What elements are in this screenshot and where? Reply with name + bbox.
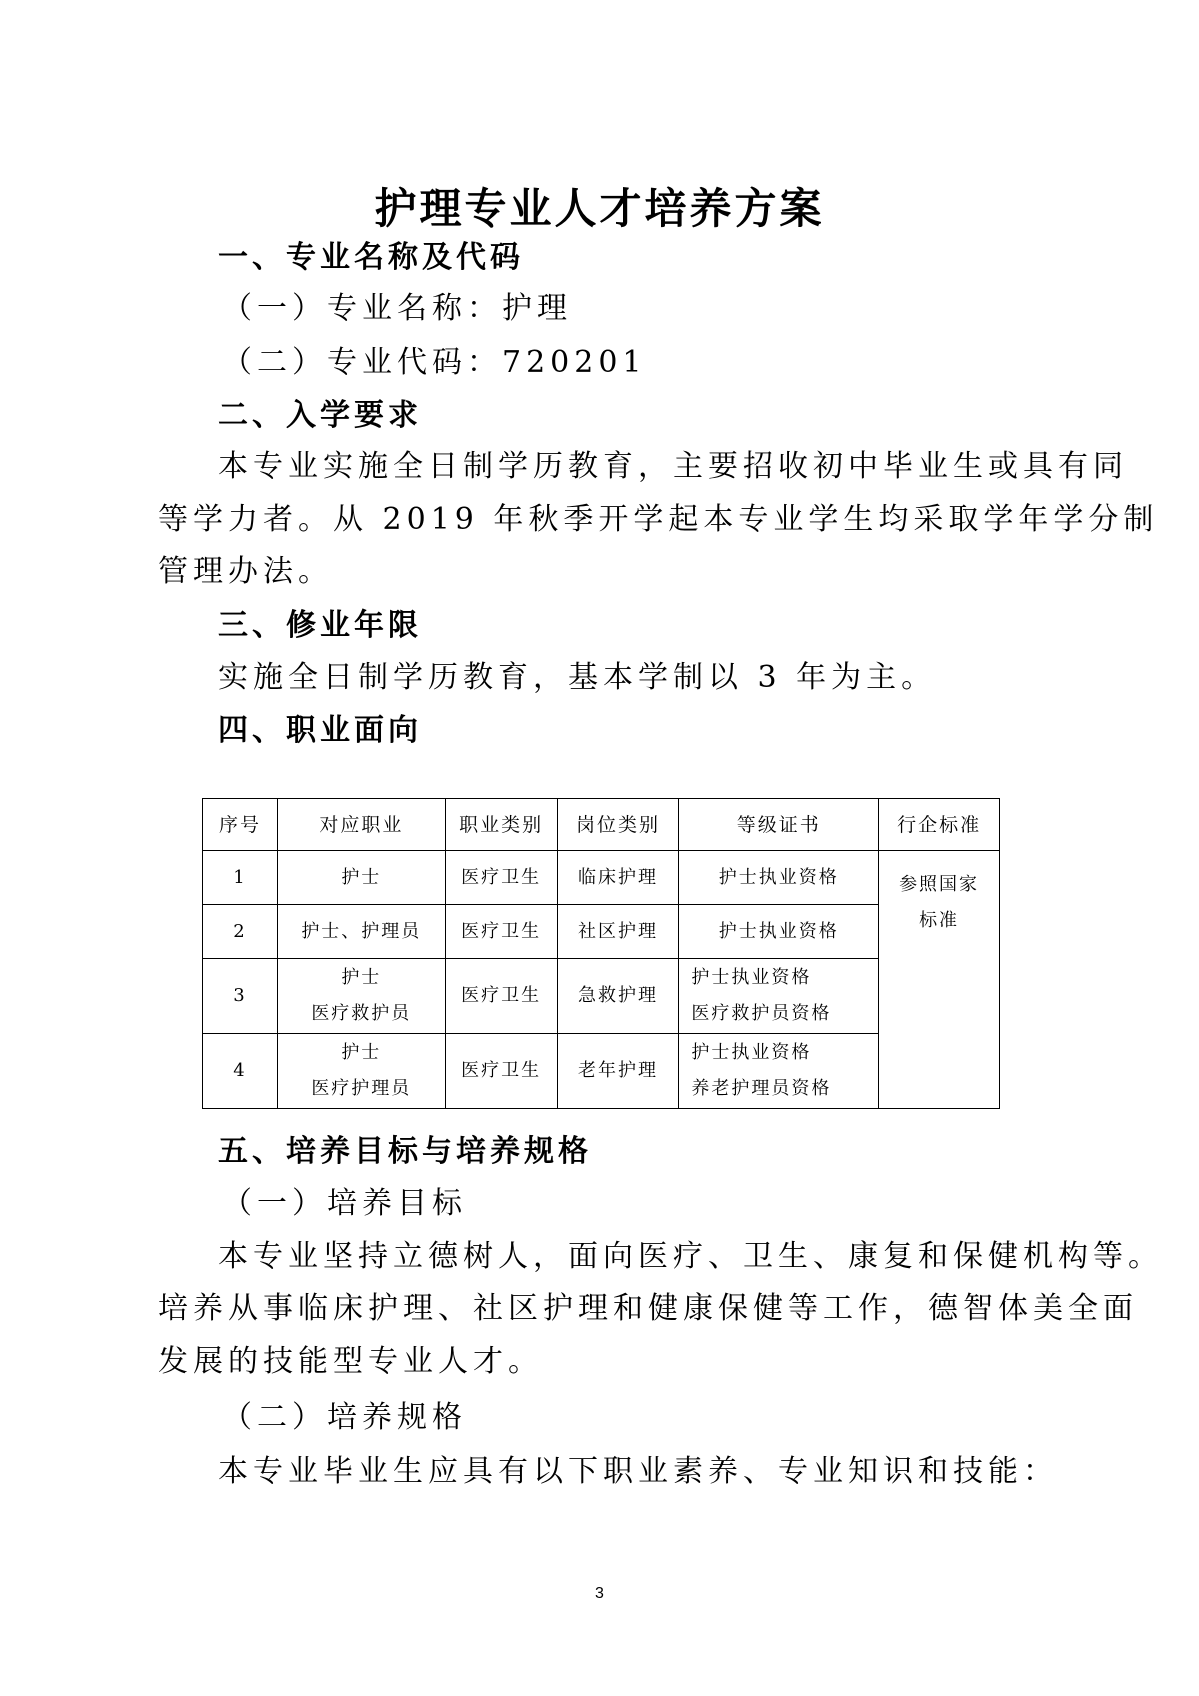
certificate-cell bbox=[679, 1034, 879, 1109]
duration-paragraph: 实施全日制学历教育，基本学制以 3 年为主。 bbox=[218, 660, 937, 695]
table-header-cell: 职业类别 bbox=[445, 799, 557, 851]
certificate-line-2: 医疗救护员资格 bbox=[691, 1003, 832, 1024]
admission-paragraph-line-3: 管理办法。 bbox=[158, 554, 333, 589]
job-cell bbox=[277, 1034, 445, 1109]
row-number-cell: 2 bbox=[203, 905, 278, 959]
admission-paragraph-line-2: 等学力者。从 2019 年秋季开学起本专业学生均采取学年学分制 bbox=[158, 502, 1159, 537]
job-line-1: 护士 bbox=[341, 1042, 382, 1063]
table-header-row bbox=[203, 799, 1000, 851]
industry-standard-line-2: 标准 bbox=[919, 910, 960, 931]
industry-standard-cell bbox=[879, 851, 1000, 1109]
job-type-cell: 医疗卫生 bbox=[445, 905, 557, 959]
table-header-cell: 等级证书 bbox=[679, 799, 879, 851]
career-table bbox=[202, 798, 1000, 1109]
post-type-cell: 临床护理 bbox=[557, 851, 679, 905]
post-type-cell: 社区护理 bbox=[557, 905, 679, 959]
section-heading-admission: 二、入学要求 bbox=[218, 398, 422, 433]
goal-paragraph-line-3: 发展的技能型专业人才。 bbox=[158, 1344, 543, 1379]
job-cell bbox=[277, 959, 445, 1034]
certificate-line-1: 护士执业资格 bbox=[691, 967, 812, 988]
goal-paragraph-line-1: 本专业坚持立德树人，面向医疗、卫生、康复和保健机构等。 bbox=[218, 1239, 1163, 1274]
major-name-line: （一）专业名称：护理 bbox=[222, 291, 572, 326]
certificate-cell: 护士执业资格 bbox=[679, 905, 879, 959]
table-header-cell: 岗位类别 bbox=[557, 799, 679, 851]
table-header-cell: 行企标准 bbox=[879, 799, 1000, 851]
spec-paragraph-line-1: 本专业毕业生应具有以下职业素养、专业知识和技能： bbox=[218, 1454, 1058, 1489]
section-heading-career: 四、职业面向 bbox=[218, 713, 422, 748]
industry-standard-line-1: 参照国家 bbox=[899, 874, 980, 895]
goal-paragraph-line-2: 培养从事临床护理、社区护理和健康保健等工作，德智体美全面 bbox=[158, 1291, 1138, 1326]
job-cell: 护士 bbox=[277, 851, 445, 905]
section-heading-duration: 三、修业年限 bbox=[218, 608, 422, 643]
table-row bbox=[203, 851, 1000, 905]
row-number-cell: 3 bbox=[203, 959, 278, 1034]
subheading-goal: （一）培养目标 bbox=[222, 1186, 467, 1221]
post-type-cell: 老年护理 bbox=[557, 1034, 679, 1109]
certificate-cell bbox=[679, 959, 879, 1034]
certificate-cell: 护士执业资格 bbox=[679, 851, 879, 905]
page-number: 3 bbox=[595, 1585, 604, 1602]
post-type-cell: 急救护理 bbox=[557, 959, 679, 1034]
row-number-cell: 1 bbox=[203, 851, 278, 905]
table-header-cell: 序号 bbox=[203, 799, 278, 851]
certificate-line-1: 护士执业资格 bbox=[691, 1042, 812, 1063]
job-cell: 护士、护理员 bbox=[277, 905, 445, 959]
job-type-cell: 医疗卫生 bbox=[445, 851, 557, 905]
admission-paragraph-line-1: 本专业实施全日制学历教育，主要招收初中毕业生或具有同 bbox=[218, 449, 1128, 484]
job-line-2: 医疗护理员 bbox=[311, 1078, 412, 1099]
table-header-cell: 对应职业 bbox=[277, 799, 445, 851]
section-heading-goals: 五、培养目标与培养规格 bbox=[218, 1134, 592, 1169]
section-heading-name-code: 一、专业名称及代码 bbox=[218, 240, 524, 275]
row-number-cell: 4 bbox=[203, 1034, 278, 1109]
job-line-2: 医疗救护员 bbox=[311, 1003, 412, 1024]
job-type-cell: 医疗卫生 bbox=[445, 959, 557, 1034]
job-line-1: 护士 bbox=[341, 967, 382, 988]
job-type-cell: 医疗卫生 bbox=[445, 1034, 557, 1109]
subheading-spec: （二）培养规格 bbox=[222, 1400, 467, 1435]
certificate-line-2: 养老护理员资格 bbox=[691, 1078, 832, 1099]
document-title: 护理专业人才培养方案 bbox=[374, 184, 825, 233]
major-code-line: （二）专业代码：720201 bbox=[222, 345, 647, 380]
